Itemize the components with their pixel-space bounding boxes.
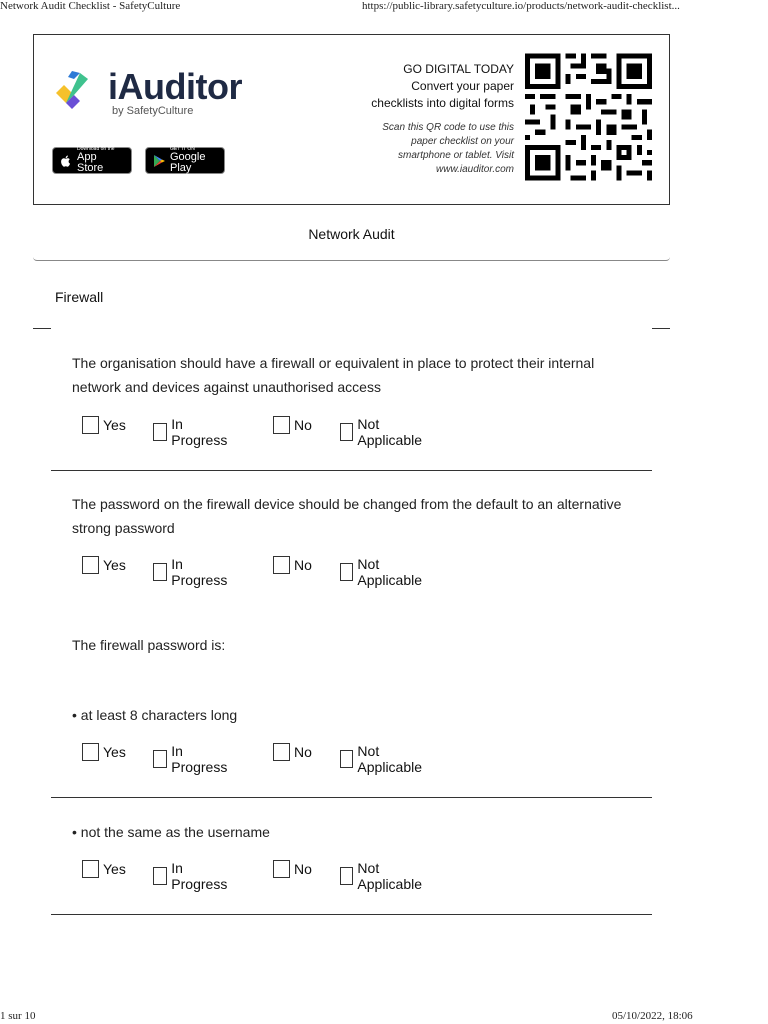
divider: [33, 328, 51, 329]
option-label: Not Applicable: [357, 860, 423, 892]
option-label: No: [294, 417, 312, 433]
question-text: The firewall password is:: [72, 637, 226, 653]
checkbox[interactable]: [82, 860, 99, 878]
promo-block: [314, 61, 514, 177]
scan-note-line: Scan this QR code to use this: [382, 122, 514, 133]
section-title-text: Network Audit: [308, 226, 395, 242]
option-label: No: [294, 744, 312, 760]
option-label: In Progress: [171, 416, 228, 448]
option-label: No: [294, 557, 312, 573]
checkbox[interactable]: [153, 750, 167, 768]
iauditor-logo-text: iAuditor: [108, 66, 242, 107]
option-label: Not Applicable: [357, 743, 423, 775]
checkbox[interactable]: [273, 416, 290, 434]
print-header-url: https://public-library.safetyculture.io/products/network-audit-checklist...: [362, 0, 680, 12]
option-yes[interactable]: [82, 556, 126, 574]
category-title: Firewall: [55, 289, 104, 305]
option-yes[interactable]: [82, 416, 126, 434]
option-label: Yes: [103, 744, 126, 760]
print-footer-datetime: 05/10/2022, 18:06: [612, 1010, 693, 1022]
promo-line: checklists into digital forms: [371, 96, 514, 110]
option-label: In Progress: [171, 860, 228, 892]
checkbox[interactable]: [340, 867, 353, 885]
option-not-applicable[interactable]: [340, 860, 426, 892]
google-play-small-text: GET IT ON: [170, 146, 195, 152]
option-yes[interactable]: [82, 743, 126, 761]
divider: [51, 797, 652, 798]
checkbox[interactable]: [273, 860, 290, 878]
option-label: Yes: [103, 417, 126, 433]
option-label: In Progress: [171, 743, 228, 775]
option-in-progress[interactable]: [153, 743, 230, 775]
checkbox[interactable]: [153, 563, 167, 581]
option-label: No: [294, 861, 312, 877]
promo-line: Convert your paper: [411, 79, 514, 93]
question-text: • not the same as the username: [72, 824, 270, 840]
question-text: The organisation should have a firewall or equivalent in place to protect their internal network and devices against unauthorised access: [72, 355, 595, 395]
option-label: Not Applicable: [357, 556, 423, 588]
checkbox[interactable]: [82, 416, 99, 434]
option-not-applicable[interactable]: [340, 556, 426, 588]
option-no[interactable]: [273, 860, 312, 878]
app-store-badge[interactable]: [52, 147, 132, 174]
print-header-title: Network Audit Checklist - SafetyCulture: [0, 0, 181, 12]
qr-code[interactable]: [525, 51, 652, 183]
option-not-applicable[interactable]: [340, 743, 426, 775]
divider: [652, 328, 670, 329]
google-play-icon: [152, 154, 166, 168]
checkbox[interactable]: [153, 867, 167, 885]
app-store-small-text: Download on the: [77, 146, 115, 152]
app-store-big-text: App Store: [77, 151, 104, 174]
promo-line: GO DIGITAL TODAY: [403, 62, 514, 76]
checkbox[interactable]: [153, 423, 167, 441]
option-label: Yes: [103, 557, 126, 573]
option-no[interactable]: [273, 416, 312, 434]
google-play-badge[interactable]: [145, 147, 225, 174]
divider: [51, 914, 652, 915]
google-play-big-text: Google Play: [170, 151, 206, 174]
apple-icon: [59, 154, 73, 168]
option-no[interactable]: [273, 556, 312, 574]
checkbox[interactable]: [340, 423, 353, 441]
scan-note-line: paper checklist on your: [411, 136, 514, 147]
checkbox[interactable]: [82, 556, 99, 574]
checkbox[interactable]: [273, 743, 290, 761]
scan-note-line: www.iauditor.com: [436, 164, 514, 175]
checkbox[interactable]: [340, 563, 353, 581]
option-yes[interactable]: [82, 860, 126, 878]
option-label: Not Applicable: [357, 416, 423, 448]
iauditor-banner: [33, 34, 670, 205]
divider: [51, 470, 652, 471]
option-label: Yes: [103, 861, 126, 877]
print-footer-page: 1 sur 10: [0, 1010, 36, 1022]
checkbox[interactable]: [273, 556, 290, 574]
option-not-applicable[interactable]: [340, 416, 426, 448]
iauditor-logo-subtitle: by SafetyCulture: [112, 105, 194, 117]
iauditor-logo-icon: [52, 69, 92, 111]
option-no[interactable]: [273, 743, 312, 761]
option-in-progress[interactable]: [153, 556, 230, 588]
option-in-progress[interactable]: [153, 860, 230, 892]
option-in-progress[interactable]: [153, 416, 230, 448]
option-label: In Progress: [171, 556, 228, 588]
scan-note: [314, 121, 514, 177]
scan-note-line: smartphone or tablet. Visit: [398, 150, 514, 161]
question-text: • at least 8 characters long: [72, 707, 238, 723]
checkbox[interactable]: [340, 750, 353, 768]
section-title: [33, 220, 670, 261]
checkbox[interactable]: [82, 743, 99, 761]
question-text: The password on the firewall device should be changed from the default to an alternative strong password: [72, 496, 622, 536]
